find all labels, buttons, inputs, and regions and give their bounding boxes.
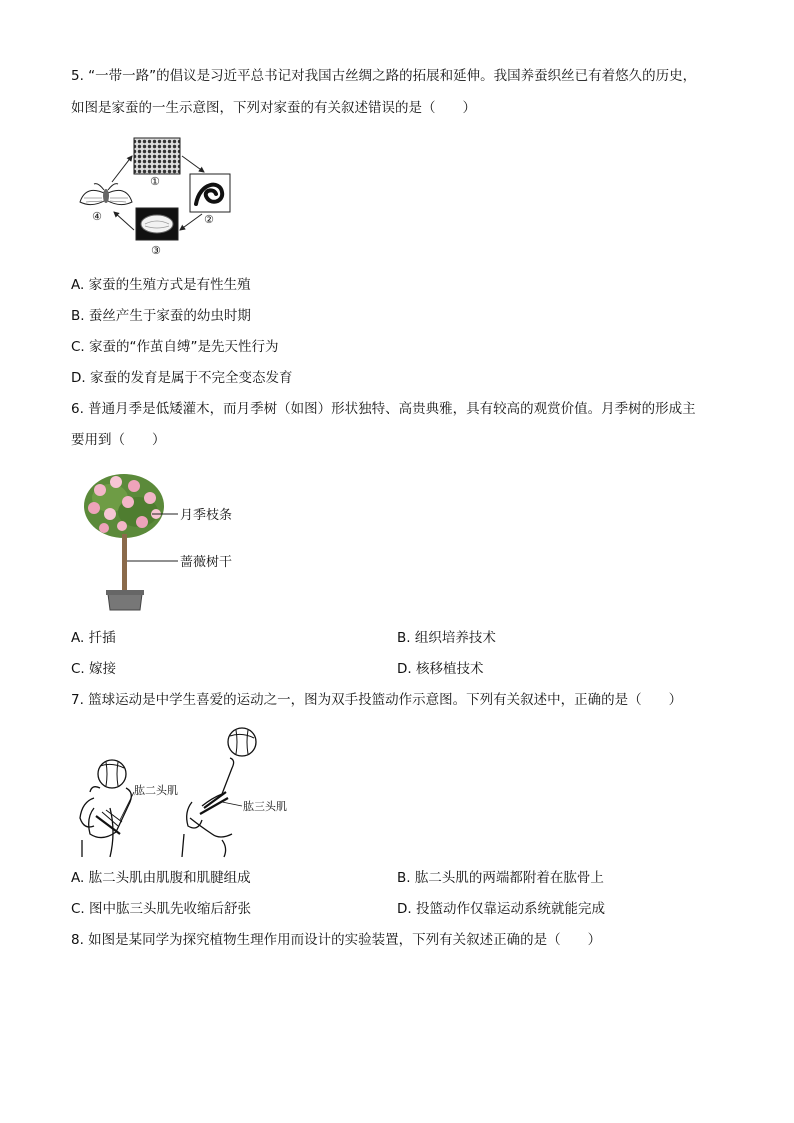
- q5-option-c[interactable]: C. 家蚕的“作茧自缚”是先天性行为: [71, 339, 279, 355]
- q7-option-b[interactable]: B. 肱二头肌的两端都附着在肱骨上: [397, 870, 604, 886]
- rose-tree-figure: [80, 468, 260, 613]
- silkworm-life-cycle-figure: [72, 134, 242, 260]
- label-triceps: 肱三头肌: [243, 800, 287, 813]
- q5-option-a[interactable]: A. 家蚕的生殖方式是有性生殖: [71, 277, 251, 293]
- q5-stem-line2: 如图是家蚕的一生示意图，下列对家蚕的有关叙述错误的是（ ）: [71, 100, 476, 116]
- flower-pot-image: [108, 594, 142, 610]
- q5-option-b[interactable]: B. 蚕丝产生于家蚕的幼虫时期: [71, 308, 251, 324]
- q7-stem-line1: 7. 篮球运动是中学生喜爱的运动之一，图为双手投篮动作示意图。下列有关叙述中，正确的是（ ）: [71, 692, 683, 708]
- player-right-image: [182, 728, 256, 857]
- label-stage-3: ③: [151, 244, 161, 257]
- larva-stage-image: [190, 174, 230, 212]
- q6-stem-line2: 要用到（ ）: [71, 432, 166, 448]
- label-rose-stock: 蔷薇树干: [180, 555, 233, 570]
- arrow-4-to-1: [112, 156, 132, 182]
- q6-option-c[interactable]: C. 嫁接: [71, 661, 117, 677]
- pupa-stage-image: [136, 208, 178, 240]
- arrow-3-to-4: [114, 212, 134, 230]
- q8-stem-line1: 8. 如图是某同学为探究植物生理作用而设计的实验装置，下列有关叙述正确的是（ ）: [71, 932, 602, 948]
- label-stage-1: ①: [150, 175, 160, 188]
- q6-option-b[interactable]: B. 组织培养技术: [397, 630, 496, 646]
- label-stage-4: ④: [92, 210, 102, 223]
- arrow-2-to-3: [180, 214, 202, 230]
- label-biceps: 肱二头肌: [134, 784, 178, 797]
- rose-trunk-image: [122, 534, 127, 594]
- basketball-shot-figure: [72, 722, 312, 857]
- q7-option-d[interactable]: D. 投篮动作仅靠运动系统就能完成: [397, 901, 605, 917]
- moth-stage-image: [80, 184, 132, 205]
- label-rose-branch: 月季枝条: [180, 508, 233, 523]
- player-left-image: [80, 760, 131, 857]
- arrow-1-to-2: [182, 156, 204, 172]
- q6-option-d[interactable]: D. 核移植技术: [397, 661, 484, 677]
- q5-option-d[interactable]: D. 家蚕的发育是属于不完全变态发育: [71, 370, 293, 386]
- q7-option-a[interactable]: A. 肱二头肌由肌腹和肌腱组成: [71, 870, 251, 886]
- rose-crown-image: [84, 474, 164, 538]
- q7-option-c[interactable]: C. 图中肱三头肌先收缩后舒张: [71, 901, 252, 917]
- egg-stage-image: [134, 138, 180, 174]
- q6-stem-line1: 6. 普通月季是低矮灌木，而月季树（如图）形状独特、高贵典雅，具有较高的观赏价值。月季树的形成主: [71, 401, 696, 417]
- q6-option-a[interactable]: A. 扦插: [71, 630, 116, 646]
- label-stage-2: ②: [204, 213, 214, 226]
- q5-stem-line1: 5. “一带一路”的倡议是习近平总书记对我国古丝绸之路的拓展和延伸。我国养蚕织丝已有着悠久的历史，: [71, 68, 697, 84]
